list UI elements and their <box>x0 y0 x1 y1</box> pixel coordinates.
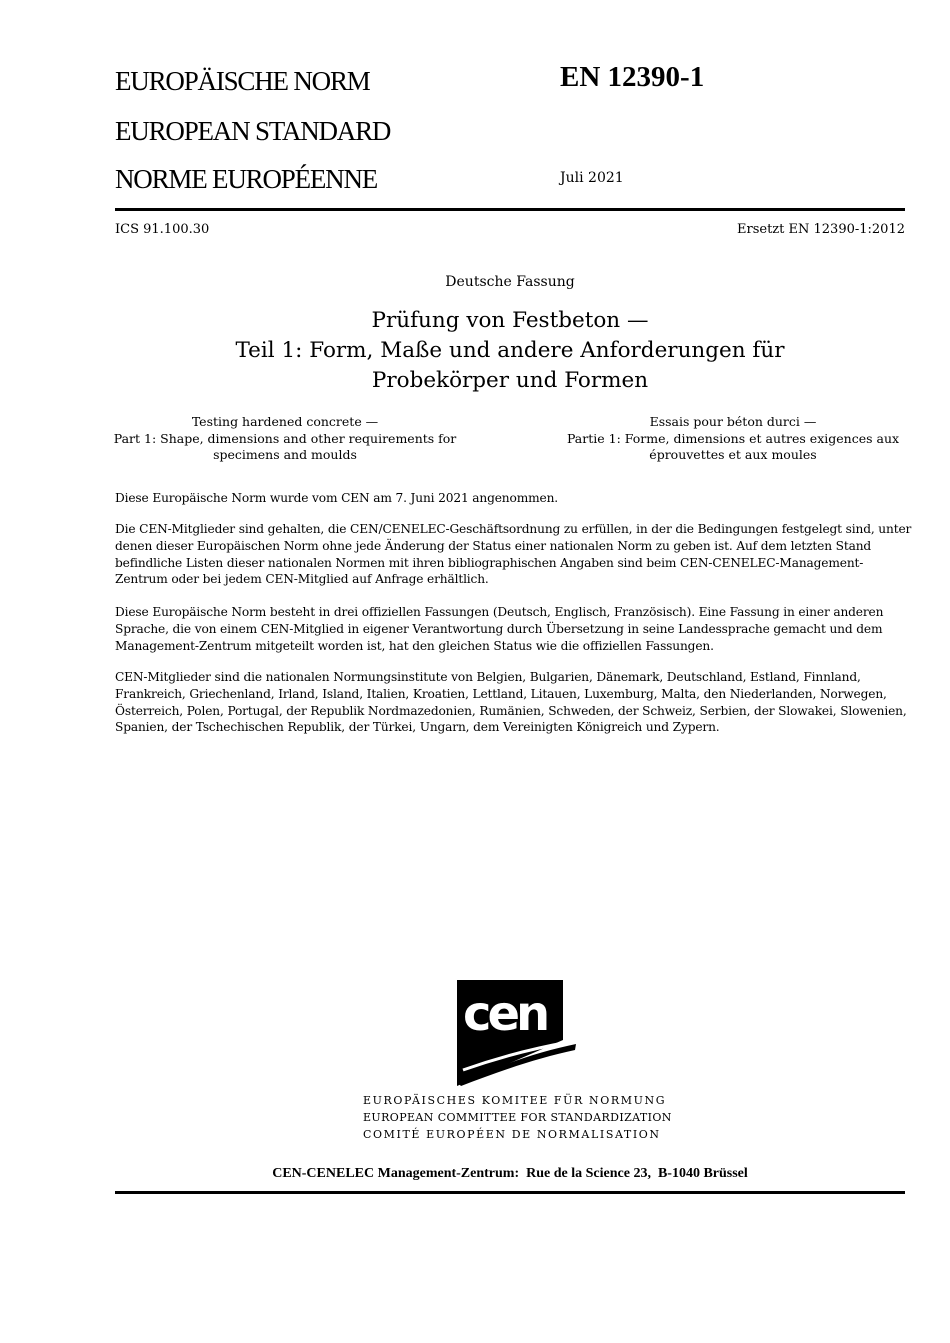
title-french-line-2: Partie 1: Forme, dimensions et autres exigences aux <box>566 430 900 446</box>
title-german <box>115 306 905 396</box>
title-german-line-2: Teil 1: Form, Maße und andere Anforderungen für <box>235 338 785 363</box>
management-centre-address: CEN-CENELEC Management-Zentrum: Rue de la Science 23, B-1040 Brüssel <box>272 1166 748 1181</box>
top-divider <box>115 208 905 211</box>
standard-name-de: EUROPÄISCHE NORM <box>115 66 370 96</box>
paragraph-adoption: Diese Europäische Norm wurde vom CEN am 7. Juni 2021 angenommen. <box>115 491 558 505</box>
paragraph-official-versions: Diese Europäische Norm besteht in drei offiziellen Fassungen (Deutsch, Englisch, Französisch). Eine Fassung in einer anderen Sprache, die von einem CEN-Mitglied in eigener Verantwortung durch Übersetzung in seine Landessprache gemacht und dem Management-Zentrum mitgeteilt worden ist, hat den gleichen Status wie die offiziellen Fassungen. <box>115 605 884 653</box>
bottom-divider <box>115 1191 905 1194</box>
title-german-line-3: Probekörper und Formen <box>371 368 649 393</box>
title-english-line-1: Testing hardened concrete — <box>191 414 379 429</box>
organization-name-en: EUROPEAN COMMITTEE FOR STANDARDIZATION <box>363 1111 672 1124</box>
title-english-line-2: Part 1: Shape, dimensions and other requirements for <box>113 430 457 446</box>
document-number: EN 12390-1 <box>560 61 705 93</box>
paragraph-member-obligations: Die CEN-Mitglieder sind gehalten, die CEN/CENELEC-Geschäftsordnung zu erfüllen, in der die Bedingungen festgelegt sind, unter denen dieser Europäischen Norm ohne jede Änderung der Status einer nationalen Norm zu geben ist. Auf dem letzten Stand befindliche Listen dieser nationalen Normen mit ihren bibliographischen Angaben sind beim CEN-CENELEC-Management-Zentrum oder bei jedem CEN-Mitglied auf Anfrage erhältlich. <box>115 522 912 587</box>
cen-logo-icon <box>457 980 577 1086</box>
title-french <box>558 414 908 464</box>
title-french-line-3: éprouvettes et aux moules <box>649 447 817 462</box>
paragraph-member-list: CEN-Mitglieder sind die nationalen Normungsinstitute von Belgien, Bulgarien, Dänemark, Deutschland, Estland, Finnland, Frankreich, Griechenland, Irland, Island, Italien, Kroatien, Lettland, Litauen, Luxemburg, Malta, den Niederlanden, Norwegen, Österreich, Polen, Portugal, der Republik Nordmazedonien, Rumänien, Schweden, der Schweiz, Serbien, der Slowakei, Slowenien, Spanien, der Tschechischen Republik, der Türkei, Ungarn, dem Vereinigten Königreich und Zypern. <box>115 670 907 735</box>
replaces-note: Ersetzt EN 12390-1:2012 <box>737 222 905 237</box>
title-english <box>110 414 460 464</box>
version-label: Deutsche Fassung <box>445 274 575 290</box>
organization-name-de: EUROPÄISCHES KOMITEE FÜR NORMUNG <box>363 1094 667 1107</box>
standard-name-fr: NORME EUROPÉENNE <box>115 164 378 194</box>
ics-code: ICS 91.100.30 <box>115 222 210 237</box>
title-english-line-3: specimens and moulds <box>213 447 357 462</box>
organization-name-fr: COMITÉ EUROPÉEN DE NORMALISATION <box>363 1128 661 1141</box>
publication-date: Juli 2021 <box>560 170 624 186</box>
title-german-line-1: Prüfung von Festbeton — <box>371 308 649 333</box>
cen-logo-text: cen <box>463 986 547 1042</box>
title-french-line-1: Essais pour béton durci — <box>649 414 817 429</box>
standard-name-en: EUROPEAN STANDARD <box>115 116 391 146</box>
